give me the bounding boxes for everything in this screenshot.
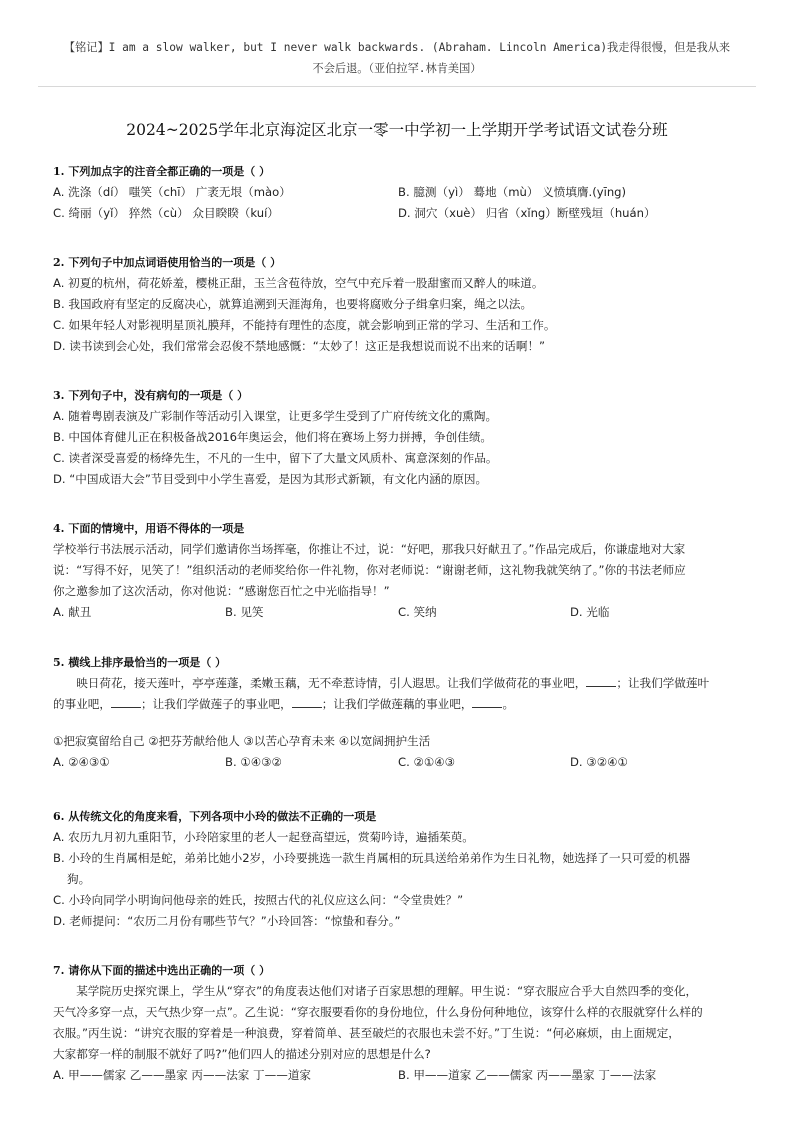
q5-blank-2	[111, 695, 141, 708]
q2-option-a: A. 初夏的杭州，荷花娇羞，樱桃正甜，玉兰含苞待放，空气中充斥着一股甜蜜而又醉人的味道。	[53, 276, 544, 290]
question-7	[53, 960, 753, 1086]
q1-option-d: D. 洞穴（xuè） 归省（xǐng）断壁残垣（huán）	[398, 206, 656, 220]
q6-option-d: D. 老师提问：“农历二月份有哪些节气？”小玲回答：“惊蛰和春分。”	[53, 914, 401, 928]
question-7-header: 7. 请你从下面的描述中选出正确的一项（ ）	[53, 964, 271, 977]
q7-option-a: A. 甲——儒家 乙——墨家 丙——法家 丁——道家	[53, 1068, 312, 1082]
q6-option-b-line-2: 狗。	[67, 872, 91, 886]
q5-option-b: B. ①④③②	[225, 755, 282, 769]
motto-line-1: 【铭记】I am a slow walker, but I never walk backwards. (Abraham. Lincoln America)我走得很慢，但是我从来	[63, 41, 731, 54]
q5-passage-text-1b: ；让我们学做莲叶	[616, 676, 710, 690]
question-1	[53, 161, 753, 224]
q3-option-c: C. 读者深受喜爱的杨绛先生，不凡的一生中，留下了大量文风质朴、寓意深刻的作品。	[53, 451, 498, 465]
q4-passage-line-2: 说：“写得不好，见笑了！”组织活动的老师奖给你一件礼物，你对老师说：“谢谢老师，这礼物我就笑纳了。”你的书法老师应	[53, 563, 686, 577]
q4-option-a: A. 献丑	[53, 605, 92, 619]
q4-option-d: D. 光临	[570, 605, 610, 619]
q7-passage-line-1: 某学院历史探究课上，学生从“穿衣”的角度表达他们对诸子百家思想的理解。甲生说：“穿衣服应合乎大自然四季的变化，	[76, 984, 698, 998]
q7-passage-line-3: 衣服。”丙生说：“讲究衣服的穿着是一种浪费，穿着简单、甚至破烂的衣服也未尝不好。”丁生说：“何必麻烦，由上面规定，	[53, 1026, 680, 1040]
motto-banner	[20, 37, 774, 79]
q4-option-b: B. 见笑	[225, 605, 264, 619]
q3-option-a: A. 随着粤剧表演及广彩制作等活动引入课堂，让更多学生受到了广府传统文化的熏陶。	[53, 409, 498, 423]
question-2	[53, 252, 753, 357]
motto-line-2: 不会后退。（亚伯拉罕.林肯美国）	[312, 62, 482, 75]
question-1-header: 1. 下列加点字的注音全都正确的一项是（ ）	[53, 165, 271, 178]
q7-passage-line-4: 大家都穿一样的制服不就好了吗?”他们四人的描述分别对应的思想是什么?	[53, 1047, 431, 1061]
question-6-header: 6. 从传统文化的角度来看，下列各项中小玲的做法不正确的一项是	[53, 810, 377, 823]
q7-option-b: B. 甲——道家 乙——儒家 丙——墨家 丁——法家	[398, 1068, 657, 1082]
q3-option-b: B. 中国体育健儿正在积极备战2016年奥运会，他们将在赛场上努力拼搏，争创佳绩。	[53, 430, 493, 444]
q1-option-b: B. 臆测（yì） 蓦地（mù） 义愤填膺.(yīng)	[398, 185, 627, 199]
question-5-header: 5. 横线上排序最恰当的一项是（ ）	[53, 656, 227, 669]
q5-passage-line-1	[53, 673, 753, 694]
header-divider	[38, 86, 756, 87]
q6-option-c: C. 小玲向同学小明询问他母亲的姓氏，按照古代的礼仪应这么问：“令堂贵姓？”	[53, 893, 464, 907]
question-3	[53, 385, 753, 490]
question-6	[53, 806, 753, 932]
q6-option-b-line-1: B. 小玲的生肖属相是蛇，弟弟比她小2岁，小玲要挑选一款生肖属相的玩具送给弟弟作为生日礼物，她选择了一只可爱的机器	[53, 851, 691, 865]
question-4-header: 4. 下面的情境中，用语不得体的一项是	[53, 522, 245, 535]
q2-option-b: B. 我国政府有坚定的反腐决心，就算追溯到天涯海角，也要将腐败分子缉拿归案，绳之以法。	[53, 297, 533, 311]
q5-blank-1	[586, 674, 616, 687]
q7-passage-line-2: 天气冷多穿一点，天气热少穿一点”。乙生说：“穿衣服要看你的身份地位，什么身份何种地位，该穿什么样的衣服就穿什么样的	[53, 1005, 703, 1019]
q4-passage-line-3: 你之邀参加了这次活动，你对他说：“感谢您百忙之中光临指导！”	[53, 584, 390, 598]
q5-passage-line-2	[53, 694, 753, 715]
q5-passage-text-2c: ；让我们学做莲藕的事业吧，	[321, 697, 473, 711]
q5-items: ①把寂寞留给自己 ②把芬芳献给他人 ③以苦心孕育未来 ④以宽阔拥护生活	[53, 734, 431, 748]
q5-option-a: A. ②④③①	[53, 755, 110, 769]
q2-option-d: D. 读书读到会心处，我们常常会忍俊不禁地感慨：“太妙了！这正是我想说而说不出来的话啊！”	[53, 339, 546, 353]
q2-option-c: C. 如果年轻人对影视明星顶礼膜拜，不能持有理性的态度，就会影响到正常的学习、生活和工作。	[53, 318, 556, 332]
q5-passage-text-2a: 的事业吧，	[53, 697, 111, 711]
q5-option-c: C. ②①④③	[398, 755, 456, 769]
q6-option-a: A. 农历九月初九重阳节，小玲陪家里的老人一起登高望远，赏菊吟诗，遍插茱萸。	[53, 830, 474, 844]
q4-passage-line-1: 学校举行书法展示活动，同学们邀请你当场挥毫，你推让不过，说：“好吧，那我只好献丑了。”作品完成后，你谦虚地对大家	[53, 542, 686, 556]
q3-option-d: D. “中国成语大会”节目受到中小学生喜爱，是因为其形式新颖，有文化内涵的原因。	[53, 472, 488, 486]
question-3-header: 3. 下列句子中，没有病句的一项是（ ）	[53, 389, 249, 402]
question-4	[53, 518, 753, 623]
q1-option-c: C. 绮丽（yǐ） 猝然（cù） 众目睽睽（kuí）	[53, 206, 279, 220]
q5-option-d: D. ③②④①	[570, 755, 628, 769]
q5-passage-text-2b: ；让我们学做莲子的事业吧，	[140, 697, 292, 711]
q5-blank-4	[472, 695, 502, 708]
q4-option-c: C. 笑纳	[398, 605, 437, 619]
question-2-header: 2. 下列句子中加点词语使用恰当的一项是（ ）	[53, 256, 282, 269]
q5-blank-3	[292, 695, 322, 708]
q5-passage-text-1: 映日荷花，接天莲叶，亭亭莲蓬，柔嫩玉藕，无不牵惹诗情，引人遐思。让我们学做荷花的事业吧，	[76, 676, 587, 690]
q1-option-a: A. 洗涤（dí） 嗤笑（chī） 广袤无垠（mào）	[53, 185, 291, 199]
question-5	[53, 652, 753, 773]
page-title: 2024~2025学年北京海淀区北京一零一中学初一上学期开学考试语文试卷分班	[126, 121, 668, 139]
q5-passage-text-2d: 。	[502, 697, 515, 711]
